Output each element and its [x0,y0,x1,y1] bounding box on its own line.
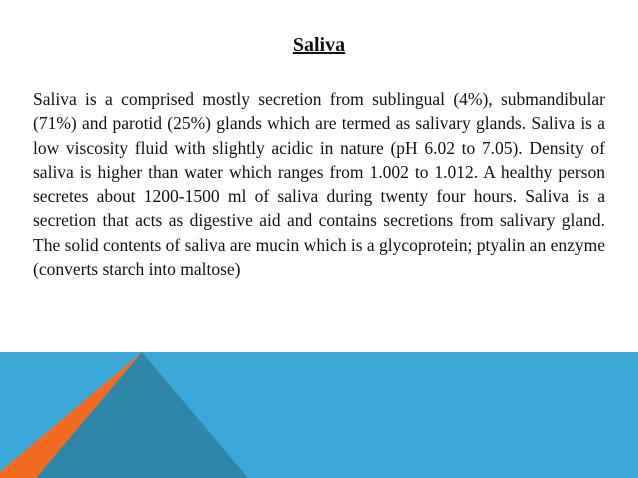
slide-title: Saliva [292,34,346,56]
slide-body-text: Saliva is a comprised mostly secretion from sublingual (4%), submandibular (71%) and parotid (25%) glands which are termed as salivary glands. Saliva is a low viscosity fluid with slightly acidic in nature (pH 6.02 to 7.05). Density of saliva is higher than water which ranges from 1.002 to 1.012. A healthy person secretes about 1200-1500 ml of saliva during twenty four hours. Saliva is a secretion that acts as digestive aid and contains secretions from salivary gland. The solid contents of saliva are mucin which is a glycoprotein; ptyalin an enzyme (converts starch into maltose) [33,89,605,280]
decorative-footer-band [0,352,638,478]
